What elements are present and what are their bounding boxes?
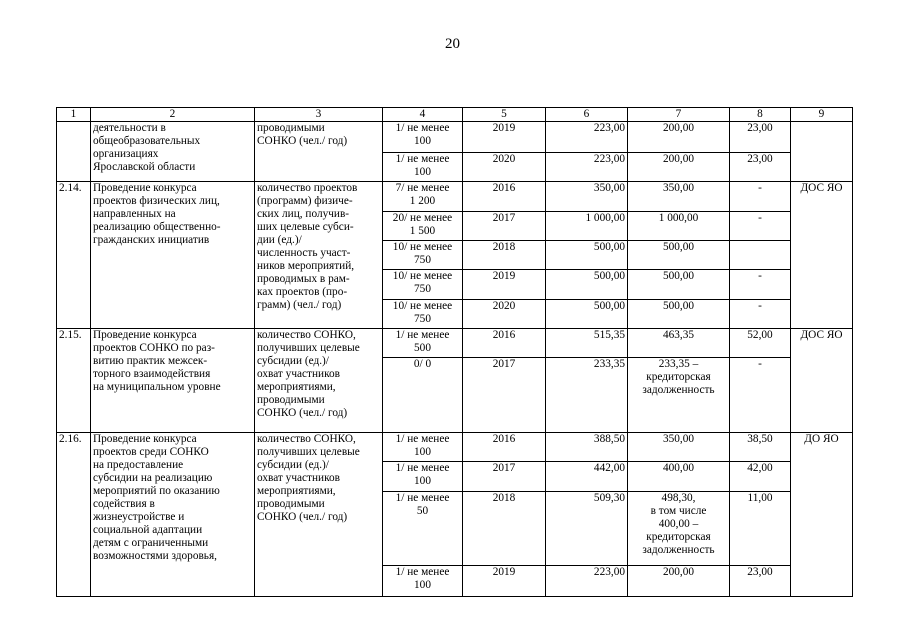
funding-total-cell	[546, 433, 628, 462]
funding-total-cell-line: 500,00	[593, 270, 625, 282]
program-table	[56, 107, 853, 597]
target-value-cell-line: 10/ не менее	[392, 270, 453, 282]
header-row	[57, 108, 853, 122]
indicator-cell	[255, 433, 383, 597]
funding-other-cell: 42,00	[730, 462, 791, 492]
target-value-cell	[383, 182, 463, 212]
indicator-cell	[255, 182, 383, 329]
activity-cell-line: проектов среди СОНКО	[93, 446, 209, 458]
target-value-cell-line: 7/ не менее	[395, 182, 450, 194]
funding-source-cell-line: 200,00	[662, 153, 695, 165]
activity-cell-line: Проведение конкурса	[93, 433, 197, 445]
indicator-cell-line: проводимыми	[257, 122, 325, 134]
activity-cell-line: возможностями здоровья,	[93, 550, 217, 562]
indicator-cell-line: получивших целевые	[257, 342, 360, 354]
funding-source-cell	[628, 300, 730, 329]
funding-total-cell	[546, 492, 628, 566]
indicator-cell-line: получивших целевые	[257, 446, 360, 458]
funding-total-cell-line: 223,00	[593, 153, 625, 165]
target-value-cell	[383, 358, 463, 433]
year-cell: 2018	[463, 241, 546, 270]
funding-source-cell-line: кредиторская	[646, 371, 711, 383]
year-cell: 2020	[463, 153, 546, 182]
funding-source-cell-line: задолженность	[642, 384, 715, 396]
funding-total-cell-line: 500,00	[593, 300, 625, 312]
header-cell: 4	[383, 108, 463, 122]
indicator-cell-line: дии (ед.)/	[257, 234, 302, 246]
indicator-cell-line: (программ) физиче-	[257, 195, 353, 207]
indicator-cell-line: СОНКО (чел./ год)	[257, 135, 348, 147]
activity-cell-line: витию практик межсек-	[93, 355, 208, 367]
funding-total-cell	[546, 212, 628, 241]
target-value-cell-line: 1/ не менее	[395, 462, 450, 474]
funding-total-cell-line: 223,00	[593, 122, 625, 134]
funding-source-cell	[628, 182, 730, 212]
year-cell: 2019	[463, 566, 546, 597]
funding-source-cell-line: 498,30,	[661, 492, 696, 504]
year-cell: 2017	[463, 358, 546, 433]
funding-other-cell: -	[730, 270, 791, 300]
header-cell: 8	[730, 108, 791, 122]
header-cell: 7	[628, 108, 730, 122]
funding-source-cell-line: 400,00	[662, 462, 695, 474]
funding-other-cell: -	[730, 300, 791, 329]
target-value-cell-line: 100	[414, 135, 431, 147]
funding-source-cell	[628, 153, 730, 182]
target-value-cell	[383, 300, 463, 329]
target-value-cell-line: 1/ не менее	[395, 433, 450, 445]
funding-other-cell: 23,00	[730, 122, 791, 153]
table-row	[57, 182, 853, 212]
activity-cell-line: мероприятий по оказанию	[93, 485, 220, 497]
funding-other-cell: -	[730, 212, 791, 241]
indicator-cell	[255, 122, 383, 182]
funding-other-cell: -	[730, 182, 791, 212]
activity-cell-line: жизнеустройстве и	[93, 511, 185, 523]
funding-source-cell	[628, 241, 730, 270]
item-number-cell: 2.14.	[57, 182, 91, 329]
funding-source-cell-line: 500,00	[662, 270, 695, 282]
funding-source-cell-line: 400,00 –	[658, 518, 699, 530]
year-cell: 2016	[463, 182, 546, 212]
year-cell: 2016	[463, 433, 546, 462]
activity-cell-line: направленных на	[93, 208, 176, 220]
activity-cell-line: реализацию общественно-	[93, 221, 221, 233]
target-value-cell	[383, 566, 463, 597]
header-cell: 2	[91, 108, 255, 122]
activity-cell-line: на предоставление	[93, 459, 184, 471]
funding-source-cell-line: 1 000,00	[658, 212, 699, 224]
indicator-cell-line: ских лиц, получив-	[257, 208, 350, 220]
target-value-cell	[383, 241, 463, 270]
indicator-cell-line: охват участников	[257, 368, 340, 380]
funding-source-cell-line: задолженность	[642, 544, 715, 556]
funding-other-cell: 23,00	[730, 153, 791, 182]
activity-cell-line: организациях	[93, 148, 159, 160]
responsible-cell: ДОС ЯО	[791, 329, 853, 433]
activity-cell-line: Проведение конкурса	[93, 182, 197, 194]
funding-total-cell	[546, 122, 628, 153]
activity-cell-line: субсидии на реализацию	[93, 472, 213, 484]
funding-total-cell-line: 1 000,00	[585, 212, 625, 224]
header-cell: 1	[57, 108, 91, 122]
responsible-cell	[791, 122, 853, 182]
indicator-cell	[255, 329, 383, 433]
funding-other-cell	[730, 241, 791, 270]
funding-source-cell	[628, 270, 730, 300]
indicator-cell-line: мероприятиями,	[257, 485, 336, 497]
target-value-cell	[383, 153, 463, 182]
funding-other-cell: 23,00	[730, 566, 791, 597]
funding-total-cell	[546, 462, 628, 492]
table-row	[57, 433, 853, 462]
header-cell: 3	[255, 108, 383, 122]
funding-total-cell	[546, 566, 628, 597]
funding-source-cell	[628, 212, 730, 241]
funding-source-cell-line: 463,35	[662, 329, 695, 341]
year-cell: 2019	[463, 270, 546, 300]
target-value-cell	[383, 433, 463, 462]
funding-total-cell-line: 233,35	[593, 358, 625, 370]
funding-total-cell	[546, 241, 628, 270]
funding-total-cell	[546, 329, 628, 358]
indicator-cell-line: численность участ-	[257, 247, 351, 259]
indicator-cell-line: количество СОНКО,	[257, 433, 356, 445]
year-cell: 2016	[463, 329, 546, 358]
activity-cell-line: на муниципальном уровне	[93, 381, 221, 393]
funding-other-cell: -	[730, 358, 791, 433]
indicator-cell-line: ников мероприятий,	[257, 260, 355, 272]
indicator-cell-line: ших целевые субси-	[257, 221, 354, 233]
funding-total-cell-line: 500,00	[593, 241, 625, 253]
year-cell: 2019	[463, 122, 546, 153]
activity-cell-line: общеобразовательных	[93, 135, 201, 147]
indicator-cell-line: количество СОНКО,	[257, 329, 356, 341]
table-row	[57, 329, 853, 358]
target-value-cell-line: 1 500	[409, 225, 436, 237]
year-cell: 2020	[463, 300, 546, 329]
target-value-cell-line: 100	[414, 166, 431, 178]
funding-source-cell-line: кредиторская	[646, 531, 711, 543]
funding-total-cell	[546, 153, 628, 182]
funding-total-cell-line: 223,00	[593, 566, 625, 578]
funding-source-cell	[628, 329, 730, 358]
target-value-cell	[383, 329, 463, 358]
target-value-cell	[383, 212, 463, 241]
activity-cell-line: проектов СОНКО по раз-	[93, 342, 215, 354]
target-value-cell-line: 20/ не менее	[392, 212, 453, 224]
target-value-cell-line: 750	[414, 254, 431, 266]
target-value-cell-line: 0/ 0	[413, 358, 432, 370]
activity-cell-line: содействия в	[93, 498, 155, 510]
funding-total-cell-line: 509,30	[593, 492, 625, 504]
indicator-cell-line: проводимыми	[257, 498, 325, 510]
target-value-cell	[383, 492, 463, 566]
funding-total-cell	[546, 182, 628, 212]
funding-source-cell	[628, 358, 730, 433]
target-value-cell	[383, 270, 463, 300]
indicator-cell-line: СОНКО (чел./ год)	[257, 407, 348, 419]
target-value-cell-line: 1/ не менее	[395, 492, 450, 504]
funding-source-cell	[628, 122, 730, 153]
funding-source-cell-line: 200,00	[662, 122, 695, 134]
funding-source-cell-line: 233,35 –	[658, 358, 699, 370]
responsible-cell: ДОС ЯО	[791, 182, 853, 329]
activity-cell-line: Ярославской области	[93, 161, 196, 173]
year-cell: 2017	[463, 212, 546, 241]
indicator-cell-line: проводимыми	[257, 394, 325, 406]
activity-cell	[91, 433, 255, 597]
target-value-cell-line: 1/ не менее	[395, 566, 450, 578]
funding-source-cell-line: 500,00	[662, 241, 695, 253]
activity-cell-line: проектов физических лиц,	[93, 195, 220, 207]
target-value-cell-line: 100	[414, 475, 431, 487]
responsible-cell: ДО ЯО	[791, 433, 853, 597]
year-cell: 2018	[463, 492, 546, 566]
activity-cell-line: социальной адаптации	[93, 524, 203, 536]
activity-cell	[91, 182, 255, 329]
funding-total-cell	[546, 270, 628, 300]
activity-cell	[91, 122, 255, 182]
item-number-cell: 2.16.	[57, 433, 91, 597]
indicator-cell-line: СОНКО (чел./ год)	[257, 511, 348, 523]
funding-other-cell: 38,50	[730, 433, 791, 462]
target-value-cell-line: 500	[414, 342, 431, 354]
funding-total-cell-line: 442,00	[593, 462, 625, 474]
indicator-cell-line: охват участников	[257, 472, 340, 484]
table-row	[57, 122, 853, 153]
funding-source-cell-line: 350,00	[662, 182, 695, 194]
header-cell: 9	[791, 108, 853, 122]
activity-cell-line: Проведение конкурса	[93, 329, 197, 341]
activity-cell-line: детям с ограниченными	[93, 537, 209, 549]
target-value-cell-line: 10/ не менее	[392, 241, 453, 253]
target-value-cell-line: 50	[416, 505, 429, 517]
funding-total-cell-line: 388,50	[593, 433, 625, 445]
indicator-cell-line: субсидии (ед.)/	[257, 355, 329, 367]
indicator-cell-line: проводимых в рам-	[257, 273, 350, 285]
indicator-cell-line: количество проектов	[257, 182, 358, 194]
indicator-cell-line: ках проектов (про-	[257, 286, 348, 298]
activity-cell-line: торного взаимодействия	[93, 368, 211, 380]
funding-source-cell	[628, 566, 730, 597]
target-value-cell	[383, 462, 463, 492]
page-number: 20	[445, 36, 460, 52]
funding-other-cell: 52,00	[730, 329, 791, 358]
header-cell: 5	[463, 108, 546, 122]
funding-total-cell	[546, 358, 628, 433]
activity-cell	[91, 329, 255, 433]
funding-total-cell	[546, 300, 628, 329]
funding-total-cell-line: 515,35	[593, 329, 625, 341]
funding-other-cell: 11,00	[730, 492, 791, 566]
activity-cell-line: деятельности в	[93, 122, 166, 134]
target-value-cell	[383, 122, 463, 153]
header-cell: 6	[546, 108, 628, 122]
indicator-cell-line: грамм) (чел./ год)	[257, 299, 342, 311]
target-value-cell-line: 1/ не менее	[395, 329, 450, 341]
target-value-cell-line: 10/ не менее	[392, 300, 453, 312]
target-value-cell-line: 100	[414, 579, 431, 591]
target-value-cell-line: 1/ не менее	[395, 153, 450, 165]
funding-source-cell	[628, 462, 730, 492]
target-value-cell-line: 750	[414, 283, 431, 295]
funding-total-cell-line: 350,00	[593, 182, 625, 194]
funding-source-cell	[628, 433, 730, 462]
funding-source-cell-line: 200,00	[662, 566, 695, 578]
target-value-cell-line: 1 200	[409, 195, 436, 207]
funding-source-cell	[628, 492, 730, 566]
funding-source-cell-line: в том числе	[650, 505, 707, 517]
activity-cell-line: гражданских инициатив	[93, 234, 210, 246]
year-cell: 2017	[463, 462, 546, 492]
indicator-cell-line: мероприятиями,	[257, 381, 336, 393]
funding-source-cell-line: 350,00	[662, 433, 695, 445]
item-number-cell: 2.15.	[57, 329, 91, 433]
target-value-cell-line: 100	[414, 446, 431, 458]
target-value-cell-line: 1/ не менее	[395, 122, 450, 134]
indicator-cell-line: субсидии (ед.)/	[257, 459, 329, 471]
target-value-cell-line: 750	[414, 313, 431, 325]
table-body	[57, 108, 853, 597]
item-number-cell	[57, 122, 91, 182]
funding-source-cell-line: 500,00	[662, 300, 695, 312]
